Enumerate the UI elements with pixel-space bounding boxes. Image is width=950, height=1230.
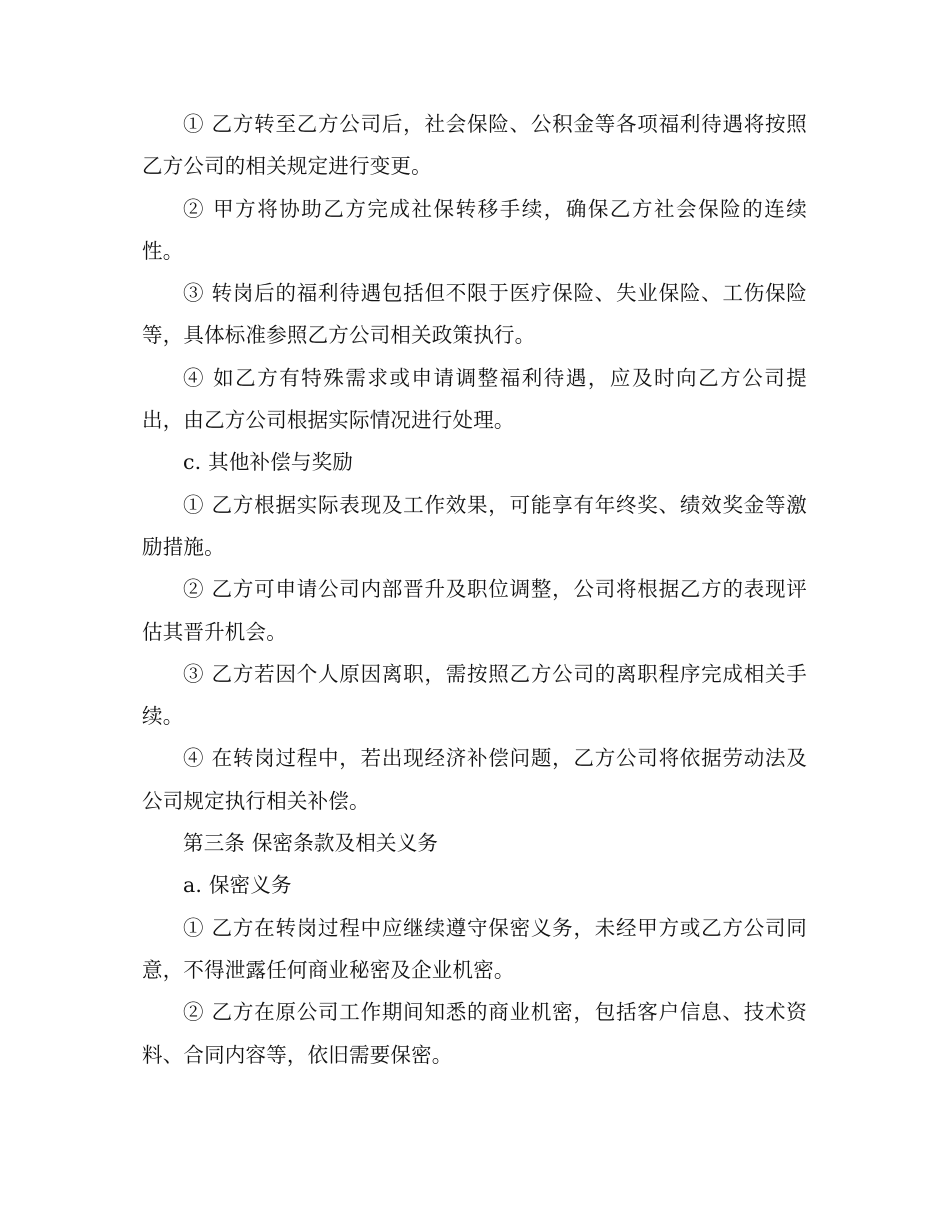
paragraph-trade-secrets: ② 乙方在原公司工作期间知悉的商业机密，包括客户信息、技术资料、合同内容等，依旧需要保密。 bbox=[142, 1000, 807, 1067]
paragraph-welfare-scope: ③ 转岗后的福利待遇包括但不限于医疗保险、失业保险、工伤保险等，具体标准参照乙方公司相关政策执行。 bbox=[142, 281, 807, 348]
article-heading-confidentiality: 第三条 保密条款及相关义务 bbox=[183, 831, 439, 856]
paragraph-special-needs: ④ 如乙方有特殊需求或申请调整福利待遇，应及时向乙方公司提出，由乙方公司根据实际情况进行处理。 bbox=[142, 365, 807, 433]
paragraph-continue-confidentiality: ① 乙方在转岗过程中应继续遵守保密义务，未经甲方或乙方公司同意，不得泄露任何商业秘密及企业机密。 bbox=[142, 915, 807, 982]
section-heading-other-compensation: c. 其他补偿与奖励 bbox=[183, 450, 354, 475]
paragraph-promotion: ② 乙方可申请公司内部晋升及职位调整，公司将根据乙方的表现评估其晋升机会。 bbox=[142, 577, 807, 644]
paragraph-welfare-change: ① 乙方转至乙方公司后，社会保险、公积金等各项福利待遇将按照乙方公司的相关规定进行变更。 bbox=[142, 112, 807, 179]
paragraph-resignation: ③ 乙方若因个人原因离职，需按照乙方公司的离职程序完成相关手续。 bbox=[142, 661, 807, 729]
paragraph-economic-compensation: ④ 在转岗过程中，若出现经济补偿问题，乙方公司将依据劳动法及公司规定执行相关补偿。 bbox=[142, 746, 807, 813]
paragraph-social-security-transfer: ② 甲方将协助乙方完成社保转移手续，确保乙方社会保险的连续性。 bbox=[142, 196, 807, 263]
document-body bbox=[142, 103, 807, 1076]
paragraph-incentives: ① 乙方根据实际表现及工作效果，可能享有年终奖、绩效奖金等激励措施。 bbox=[142, 492, 807, 559]
section-heading-confidentiality-duty: a. 保密义务 bbox=[183, 873, 292, 898]
